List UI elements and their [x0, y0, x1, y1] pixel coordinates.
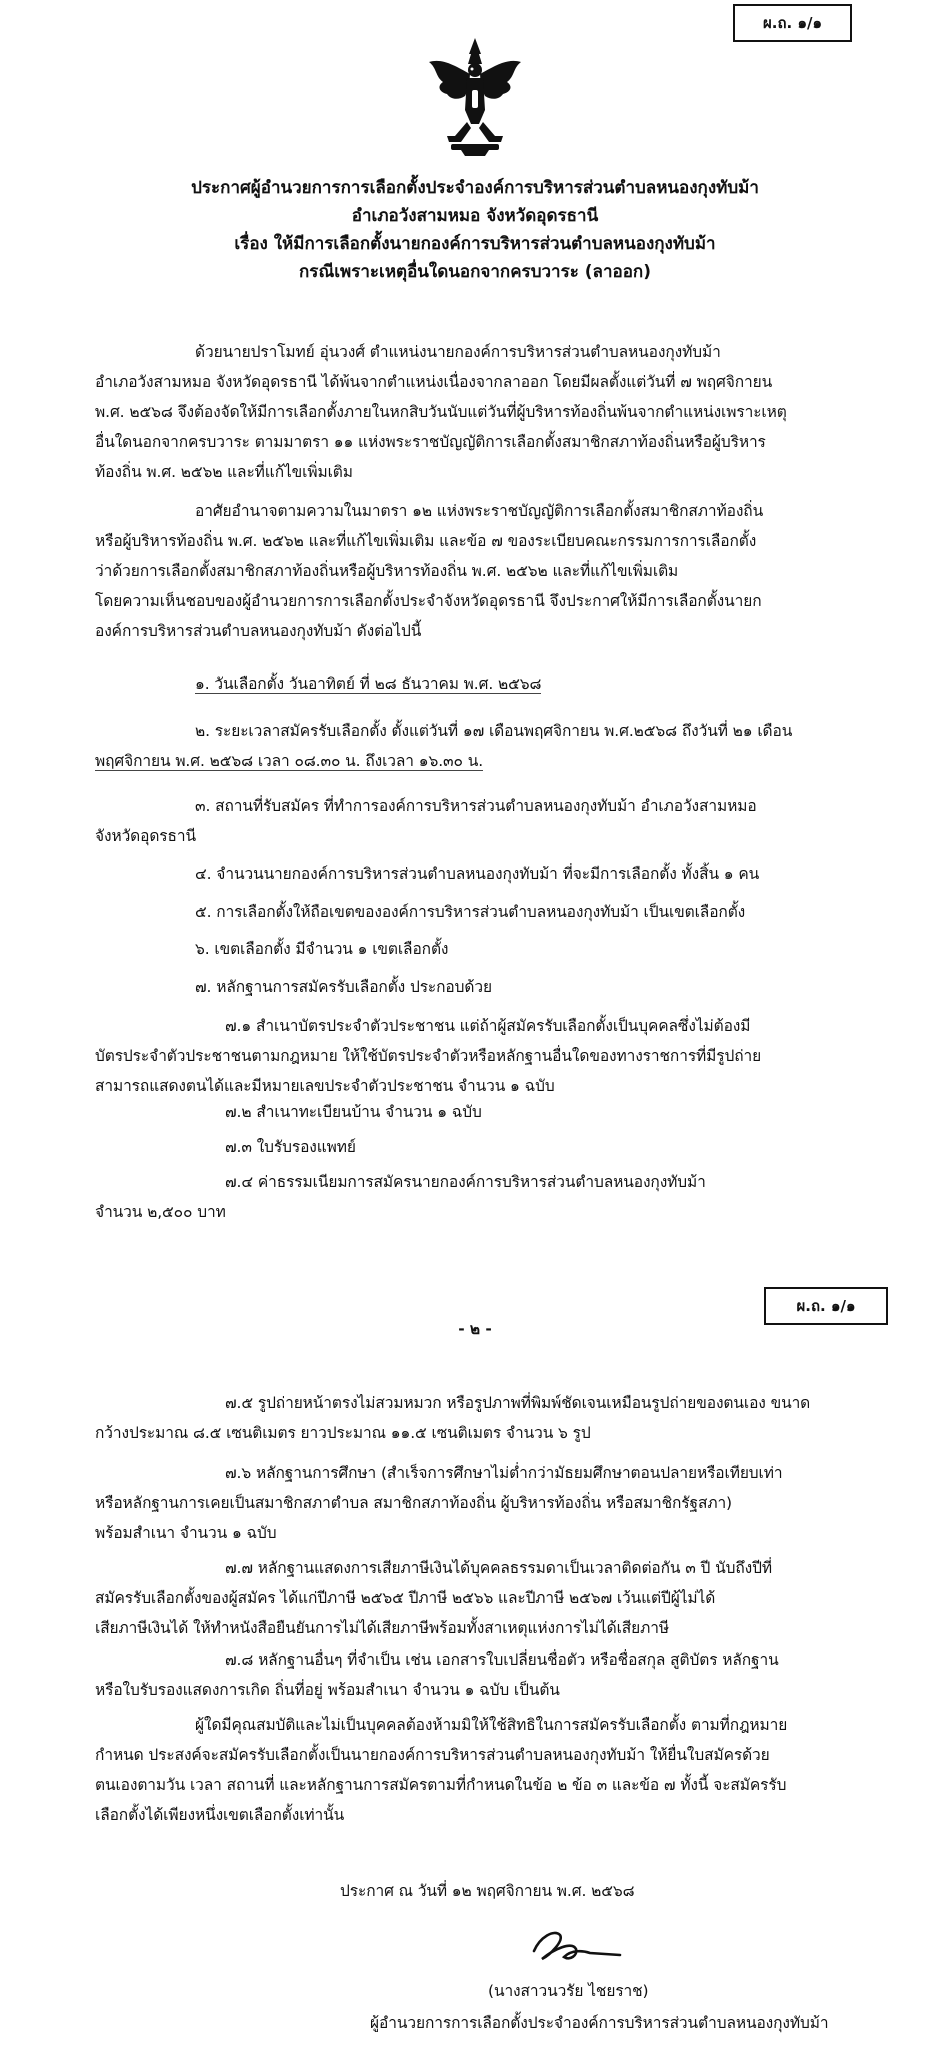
item-7-5 — [95, 1388, 895, 1448]
paragraph-authority — [95, 496, 895, 646]
item-7-6 — [95, 1458, 895, 1548]
item2-line-2 — [95, 746, 895, 776]
item7-7-line-1: ๗.๗ หลักฐานแสดงการเสียภาษีเงินได้บุคคลธรรมดาเป็นเวลาติดต่อกัน ๓ ปี นับถึงปีที่ — [225, 1559, 772, 1577]
item2-line-1: ๒. ระยะเวลาสมัครรับเลือกตั้ง ตั้งแต่วันที่ ๑๗ เดือนพฤศจิกายน พ.ศ.๒๕๖๘ ถึงวันที่ ๒๑ เดือน — [195, 722, 793, 740]
para2-line-1: อาศัยอำนาจตามความในมาตรา ๑๒ แห่งพระราชบัญญัติการเลือกตั้งสมาชิกสภาท้องถิ่น — [195, 502, 764, 520]
para1-line-5: ท้องถิ่น พ.ศ. ๒๕๖๒ และที่แก้ไขเพิ่มเติม — [95, 463, 353, 481]
signer-title: ผู้อำนวยการการเลือกตั้งประจำองค์การบริหารส่วนตำบลหนองกุงทับม้า — [370, 2014, 829, 2032]
item3-line-2: จังหวัดอุดรธานี — [95, 827, 196, 845]
item7-1-line-3: สามารถแสดงตนได้และมีหมายเลขประจำตัวประชาชน จำนวน ๑ ฉบับ — [95, 1077, 555, 1095]
handwritten-signature — [520, 1915, 640, 1975]
item7-4-line-2: จำนวน ๒,๕๐๐ บาท — [95, 1203, 226, 1221]
para1-line-4: อื่นใดนอกจากครบวาระ ตามมาตรา ๑๑ แห่งพระราชบัญญัติการเลือกตั้งสมาชิกสภาท้องถิ่นหรือผู้บริหาร — [95, 433, 766, 451]
item7-5-line-1: ๗.๕ รูปถ่ายหน้าตรงไม่สวมหมวก หรือรูปภาพที่พิมพ์ชัดเจนเหมือนรูปถ่ายของตนเอง ขนาด — [225, 1394, 811, 1412]
signer-name: (นางสาวนวรัย ไชยราช) — [488, 1982, 649, 2000]
item7-4-line-1: ๗.๔ ค่าธรรมเนียมการสมัครนายกองค์การบริหารส่วนตำบลหนองกุงทับม้า — [225, 1173, 706, 1191]
para2-line-2: หรือผู้บริหารท้องถิ่น พ.ศ. ๒๕๖๒ และที่แก้ไขเพิ่มเติม และข้อ ๗ ของระเบียบคณะกรรมการการเลือกตั้ง — [95, 532, 757, 550]
para1-line-2: อำเภอวังสามหมอ จังหวัดอุดรธานี ได้พ้นจากตำแหน่งเนื่องจากลาออก โดยมีผลตั้งแต่วันที่ ๗ พฤศจิกายน — [95, 373, 773, 391]
item-documents-heading: ๗. หลักฐานการสมัครรับเลือกตั้ง ประกอบด้วย — [195, 978, 492, 996]
item-7-1 — [95, 1011, 895, 1101]
para2-line-3: ว่าด้วยการเลือกตั้งสมาชิกสภาท้องถิ่นหรือผู้บริหารท้องถิ่น พ.ศ. ๒๕๖๒ และที่แก้ไขเพิ่มเติม — [95, 562, 679, 580]
para1-line-1: ด้วยนายปราโมทย์ อุ่นวงศ์ ตำแหน่งนายกองค์การบริหารส่วนตำบลหนองกุงทับม้า — [195, 343, 721, 361]
closing-line-1: ผู้ใดมีคุณสมบัติและไม่เป็นบุคคลต้องห้ามมิให้ใช้สิทธิในการสมัครรับเลือกตั้ง ตามที่กฎหมาย — [195, 1716, 788, 1734]
form-code-page-2: ผ.ถ. ๑/๑ — [796, 1297, 856, 1315]
title-line-2: อำเภอวังสามหมอ จังหวัดอุดรธานี — [351, 206, 599, 226]
closing-paragraph — [95, 1710, 895, 1830]
item-election-date — [195, 669, 541, 699]
item7-1-line-2: บัตรประจำตัวประชาชนตามกฎหมาย ให้ใช้บัตรประจำตัวหรือหลักฐานอื่นใดของทางราชการที่มีรูปถ่าย — [95, 1047, 762, 1065]
item7-8-line-1: ๗.๘ หลักฐานอื่นๆ ที่จำเป็น เช่น เอกสารใบเปลี่ยนชื่อตัว หรือชื่อสกุล สูติบัตร หลักฐาน — [225, 1651, 779, 1669]
item-7-8 — [95, 1645, 895, 1705]
garuda-emblem-icon — [425, 38, 525, 156]
paragraph-resignation — [95, 337, 895, 487]
item-7-7 — [95, 1553, 895, 1643]
item-application-place — [95, 791, 895, 851]
closing-line-3: ตนเองตามวัน เวลา สถานที่ และหลักฐานการสมัครตามที่กำหนดในข้อ ๒ ข้อ ๓ และข้อ ๗ ทั้งนี้ จะสมัครรับ — [95, 1776, 787, 1794]
item-7-3: ๗.๓ ใบรับรองแพทย์ — [225, 1138, 356, 1156]
title-line-4: กรณีเพราะเหตุอื่นใดนอกจากครบวาระ (ลาออก) — [299, 262, 651, 282]
closing-line-2: กำหนด ประสงค์จะสมัครรับเลือกตั้งเป็นนายกองค์การบริหารส่วนตำบลหนองกุงทับม้า ให้ยื่นใบสมัครด้วย — [95, 1746, 770, 1764]
item-7-2: ๗.๒ สำเนาทะเบียนบ้าน จำนวน ๑ ฉบับ — [225, 1103, 482, 1121]
item7-1-line-1: ๗.๑ สำเนาบัตรประจำตัวประชาชน แต่ถ้าผู้สมัครรับเลือกตั้งเป็นบุคคลซึ่งไม่ต้องมี — [225, 1017, 751, 1035]
title-line-3: เรื่อง ให้มีการเลือกตั้งนายกองค์การบริหารส่วนตำบลหนองกุงทับม้า — [234, 234, 716, 254]
item7-6-line-2: หรือหลักฐานการเคยเป็นสมาชิกสภาตำบล สมาชิกสภาท้องถิ่น ผู้บริหารท้องถิ่น หรือสมาชิกรัฐสภา) — [95, 1494, 733, 1512]
announcement-title — [0, 174, 950, 286]
item-application-period — [95, 716, 895, 776]
item7-7-line-3: เสียภาษีเงินได้ ให้ทำหนังสือยืนยันการไม่ได้เสียภาษีพร้อมทั้งสาเหตุแห่งการไม่ได้เสียภาษี — [95, 1619, 669, 1637]
item7-8-line-2: หรือใบรับรองแสดงการเกิด ถิ่นที่อยู่ พร้อมสำเนา จำนวน ๑ ฉบับ เป็นต้น — [95, 1681, 560, 1699]
item7-6-line-3: พร้อมสำเนา จำนวน ๑ ฉบับ — [95, 1524, 277, 1542]
closing-line-4: เลือกตั้งได้เพียงหนึ่งเขตเลือกตั้งเท่านั้น — [95, 1806, 345, 1824]
item-election-area: ๕. การเลือกตั้งให้ถือเขตขององค์การบริหารส่วนตำบลหนองกุงทับม้า เป็นเขตเลือกตั้ง — [195, 903, 746, 921]
title-line-1: ประกาศผู้อำนวยการการเลือกตั้งประจำองค์การบริหารส่วนตำบลหนองกุงทับม้า — [191, 178, 759, 198]
item3-line-1: ๓. สถานที่รับสมัคร ที่ทำการองค์การบริหารส่วนตำบลหนองกุงทับม้า อำเภอวังสามหมอ — [195, 797, 757, 815]
para1-line-3: พ.ศ. ๒๕๖๘ จึงต้องจัดให้มีการเลือกตั้งภายในหกสิบวันนับแต่วันที่ผู้บริหารท้องถิ่นพ้นจากตำแหน่งเพราะเหตุ — [95, 403, 787, 421]
announce-date: ประกาศ ณ วันที่ ๑๒ พฤศจิกายน พ.ศ. ๒๕๖๘ — [340, 1882, 635, 1900]
item7-5-line-2: กว้างประมาณ ๘.๕ เซนติเมตร ยาวประมาณ ๑๑.๕ เซนติเมตร จำนวน ๖ รูป — [95, 1424, 591, 1442]
item-number-of-mayor: ๔. จำนวนนายกองค์การบริหารส่วนตำบลหนองกุงทับม้า ที่จะมีการเลือกตั้ง ทั้งสิ้น ๑ คน — [195, 865, 760, 883]
para2-line-5: องค์การบริหารส่วนตำบลหนองกุงทับม้า ดังต่อไปนี้ — [95, 622, 422, 640]
para2-line-4: โดยความเห็นชอบของผู้อำนวยการการเลือกตั้งประจำจังหวัดอุดรธานี จึงประกาศให้มีการเลือกตั้งนายก — [95, 592, 762, 610]
item7-7-line-2: สมัครรับเลือกตั้งของผู้สมัคร ได้แก่ปีภาษี ๒๕๖๕ ปีภาษี ๒๕๖๖ และปีภาษี ๒๕๖๗ เว้นแต่ปีผู้ไม่ได้ — [95, 1589, 716, 1607]
item7-6-line-1: ๗.๖ หลักฐานการศึกษา (สำเร็จการศึกษาไม่ต่ำกว่ามัธยมศึกษาตอนปลายหรือเทียบเท่า — [225, 1464, 783, 1482]
election-date-text: ๑. วันเลือกตั้ง วันอาทิตย์ ที่ ๒๘ ธันวาคม พ.ศ. ๒๕๖๘ — [195, 675, 542, 693]
item-7-4 — [95, 1167, 895, 1227]
application-period-end: พฤศจิกายน พ.ศ. ๒๕๖๘ เวลา ๐๘.๓๐ น. ถึงเวลา ๑๖.๓๐ น. — [95, 752, 484, 770]
item-constituency-count: ๖. เขตเลือกตั้ง มีจำนวน ๑ เขตเลือกตั้ง — [195, 940, 449, 958]
form-code: ผ.ถ. ๑/๑ — [762, 14, 822, 32]
form-code-box — [733, 4, 852, 42]
page-number: - ๒ - — [458, 1320, 492, 1338]
